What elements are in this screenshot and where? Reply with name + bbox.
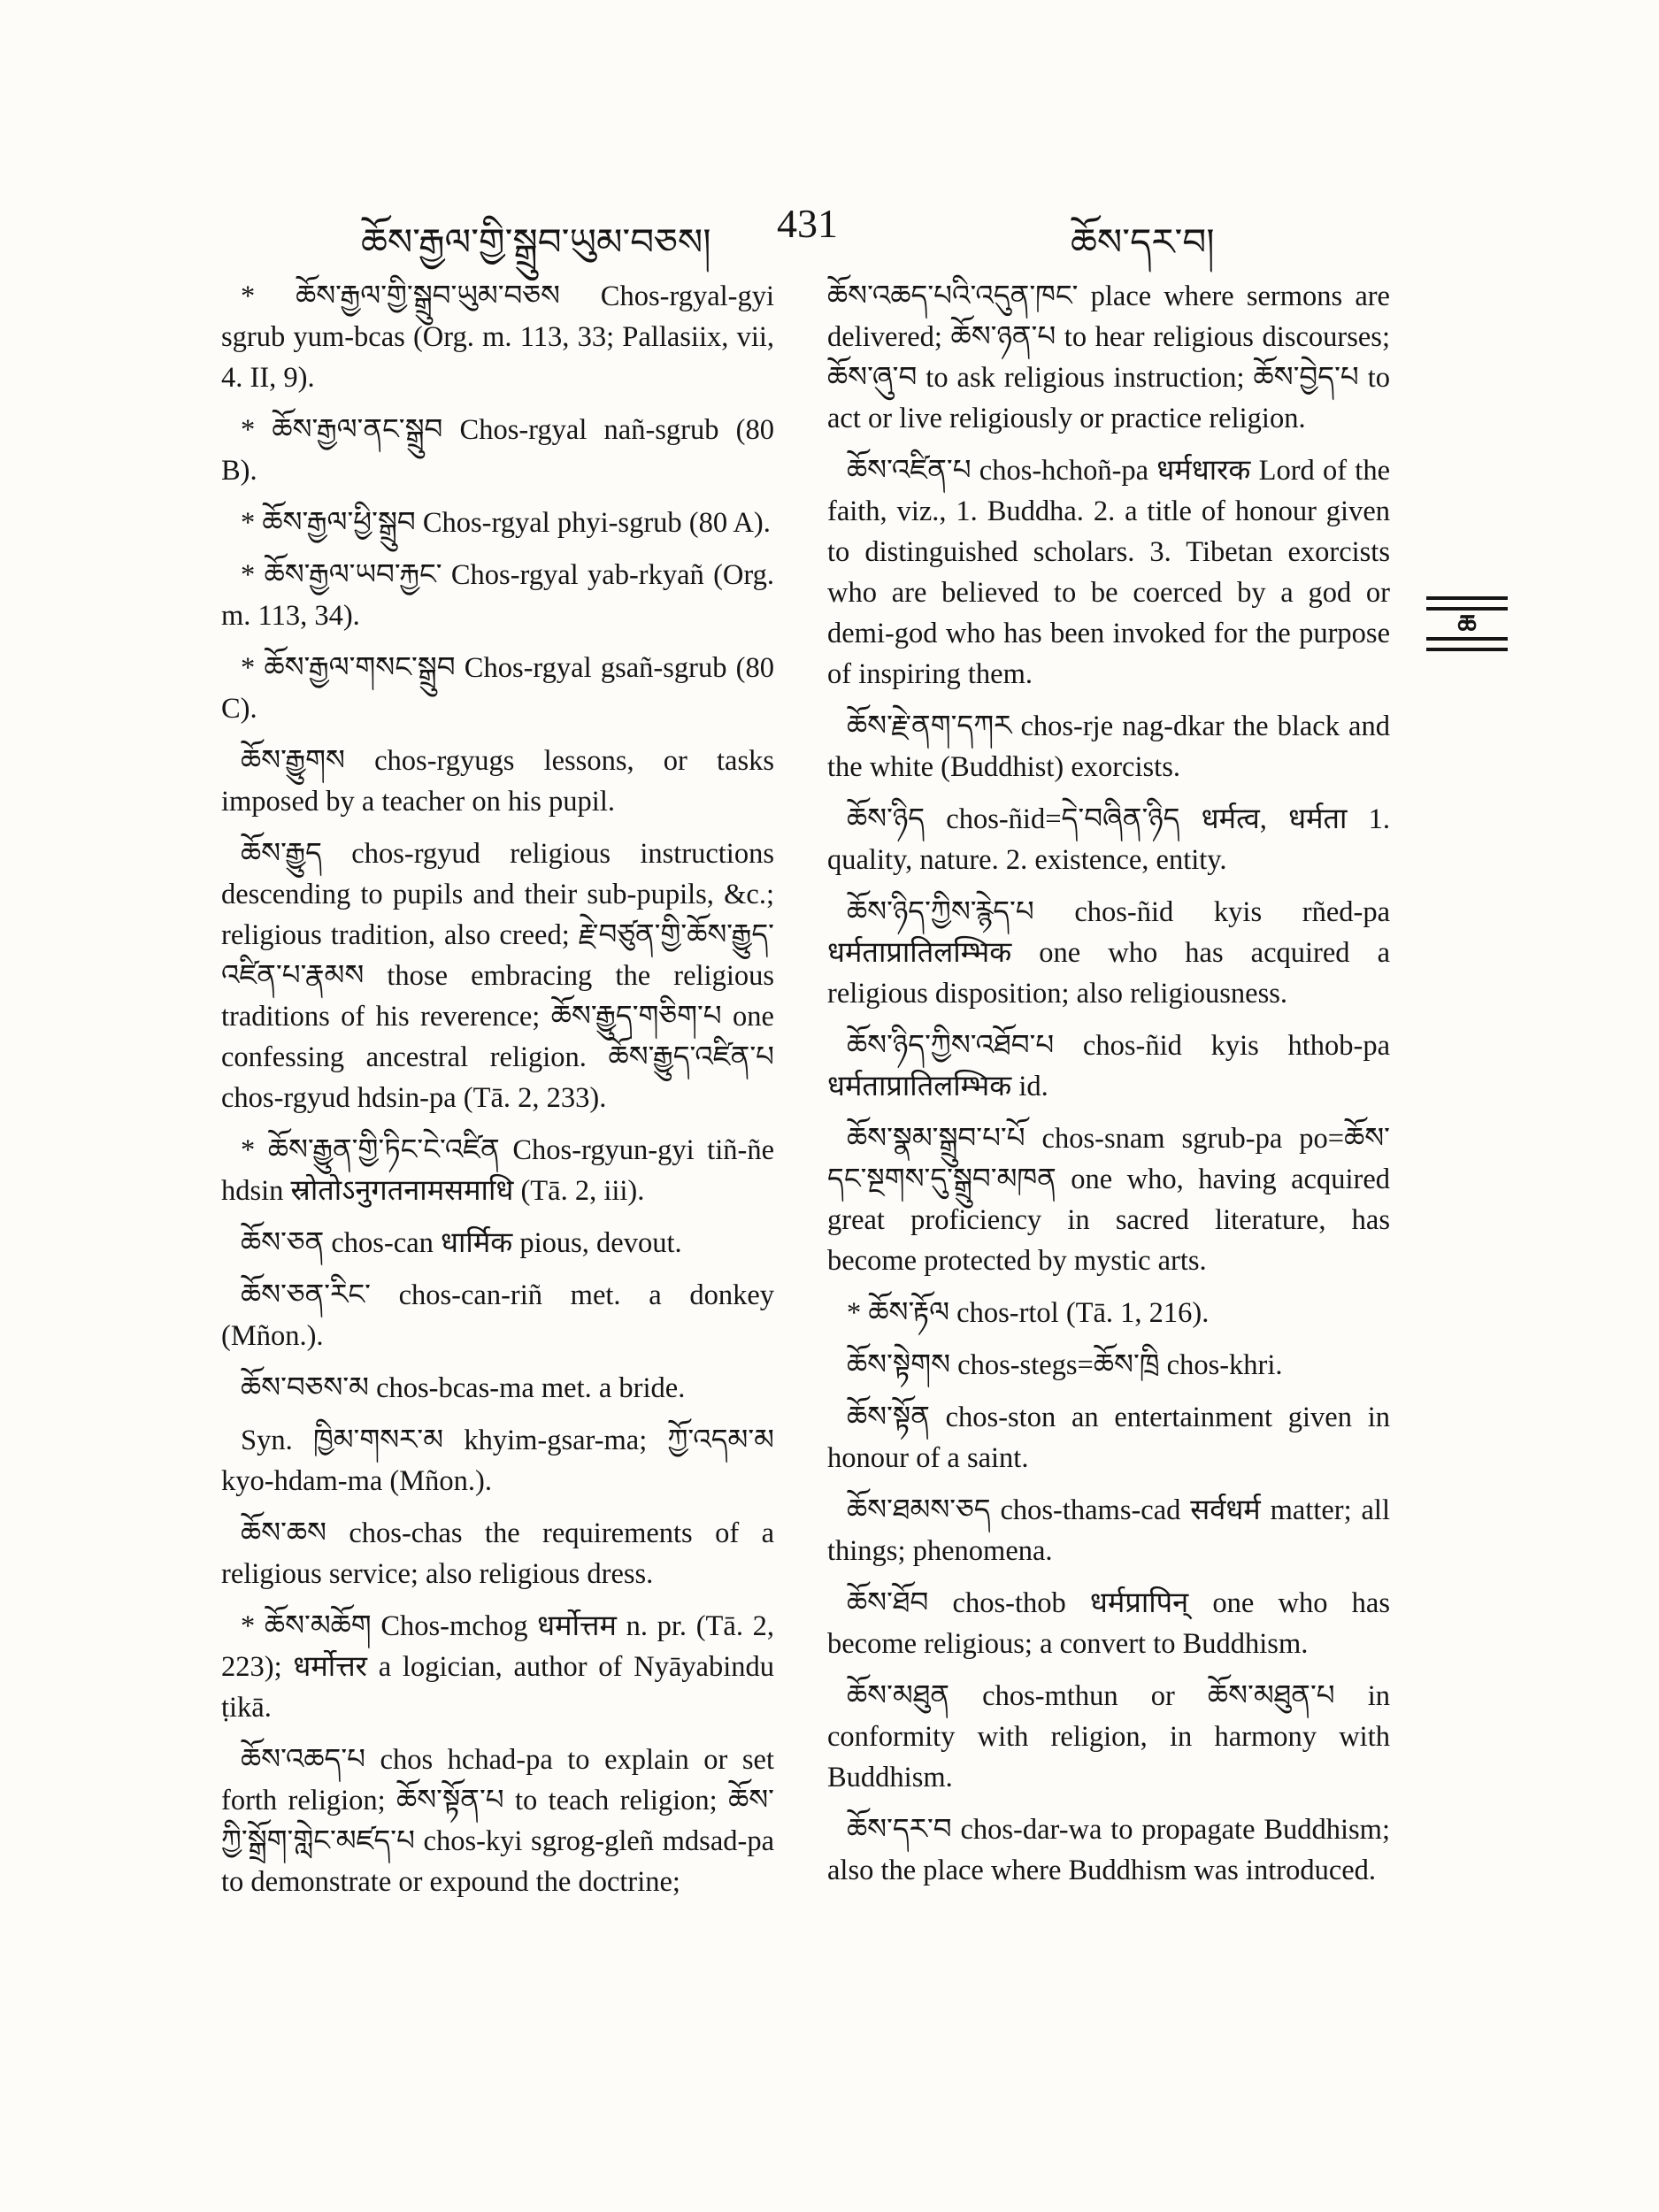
entry-chos-hchad-pa: ཆོས་འཆད་པ chos hchad-pa to explain or set forth religion; ཆོས་སྟོན་པ to teach religion; ཆོས་ཀྱི་སྒྲོག་གླེང་མཛད་པ chos-kyi sgrog-gleñ mdsad-pa to demonstrate or expound the doctrine; xyxy=(221,1744,774,1898)
entry-chos-snam-sgrub-pa-po: ཆོས་སྣམ་སྒྲུབ་པ་པོ chos-snam sgrub-pa po=ཆོས་དང་སྔགས་དུ་སྒྲུབ་མཁན one who, having acquired great proficiency in sacred literature, has become protected by mystic arts. xyxy=(827,1123,1390,1277)
entry-chos-nid-kyis-hthob-pa: ཆོས་ཉིད་ཀྱིས་འཐོབ་པ chos-ñid kyis hthob-pa धर्मताप्रातिलम्भिक id. xyxy=(827,1030,1390,1102)
thumb-index-icon xyxy=(1426,593,1508,655)
entry-continuation: ཆོས་འཆད་པའི་འདུན་ཁང་ place where sermons are delivered; ཆོས་ཉན་པ to hear religious discourses; ཆོས་ཞུ་བ to ask religious instruction; ཆོས་བྱེད་པ to act or live religiously or practice religion. xyxy=(827,280,1390,434)
header-right-title: ཆོས་དར་བ། xyxy=(1071,223,1215,264)
entry-chos-nid: ཆོས་ཉིད chos-ñid=དེ་བཞིན་ཉིད धर्मत्व, धर्मता 1. quality, nature. 2. existence, entity. xyxy=(827,803,1390,876)
entry-chos-mthun: ཆོས་མཐུན chos-mthun or ཆོས་མཐུན་པ in conformity with religion, in harmony with Buddhism. xyxy=(827,1680,1390,1793)
entry-chos-can-rin: ཆོས་ཅན་རིང་ chos-can-riñ met. a donkey (Mñon.). xyxy=(221,1279,774,1352)
entry-chos-rgyugs: ཆོས་རྒྱུགས chos-rgyugs lessons, or tasks imposed by a teacher on his pupil. xyxy=(221,745,774,818)
entry-chos-rgyal-yab-rkyan: * ཆོས་རྒྱལ་ཡབ་རྐྱང་ Chos-rgyal yab-rkyañ (Org. m. 113, 34). xyxy=(221,559,774,632)
entry-chos-rgyun-gyi-tin-ne-hdsin: * ཆོས་རྒྱུན་གྱི་ཏིང་ངེ་འཛིན Chos-rgyun-gyi tiñ-ñe hdsin स्रोतोऽनुगतनामसमाधि (Tā. 2, iii). xyxy=(221,1134,774,1207)
entry-chos-bcas-ma: ཆོས་བཅས་མ chos-bcas-ma met. a bride. xyxy=(241,1372,686,1404)
entry-chos-mchog: * ཆོས་མཆོག Chos-mchog धर्मोत्तम n. pr. (Tā. 2, 223); धर्मोत्तर a logician, author of Nyāyabindu ṭikā. xyxy=(221,1610,774,1724)
entry-chos-rgyal-gsan-sgrub: * ཆོས་རྒྱལ་གསང་སྒྲུབ Chos-rgyal gsañ-sgrub (80 C). xyxy=(221,652,774,725)
entry-chos-ston: ཆོས་སྟོན chos-ston an entertainment given in honour of a saint. xyxy=(827,1402,1390,1474)
entry-chos-rgyal-gyi-sgrub-yum-bcas: * ཆོས་རྒྱལ་གྱི་སྒྲུབ་ཡུམ་བཅས Chos-rgyal-gyi sgrub yum-bcas (Org. m. 113, 33; Pallasiix, vii, 4. II, 9). xyxy=(221,280,774,394)
entry-chos-nid-kyis-rned-pa: ཆོས་ཉིད་ཀྱིས་རྙེད་པ chos-ñid kyis rñed-pa धर्मताप्रातिलम्भिक one who has acquired a religious disposition; also religiousness. xyxy=(827,896,1390,1010)
entry-chos-chas: ཆོས་ཆས chos-chas the requirements of a religious service; also religious dress. xyxy=(221,1517,774,1590)
entry-chos-can: ཆོས་ཅན chos-can धार्मिक pious, devout. xyxy=(241,1227,682,1259)
thumb-index-tab xyxy=(1426,593,1508,655)
entry-chos-rtol: * ཆོས་རྟོལ chos-rtol (Tā. 1, 216). xyxy=(847,1297,1210,1329)
header-left-title: ཆོས་རྒྱལ་གྱི་སྒྲུབ་ཡུམ་བཅས། xyxy=(361,223,711,264)
entry-chos-thob: ཆོས་ཐོབ chos-thob धर्मप्रापिन् one who has become religious; a convert to Buddhism. xyxy=(827,1587,1390,1660)
entry-chos-stegs: ཆོས་སྟེགས chos-stegs=ཆོས་ཁྲི chos-khri. xyxy=(847,1349,1283,1381)
running-header xyxy=(221,200,1398,262)
entry-chos-rgyud: ཆོས་རྒྱུད chos-rgyud religious instructions descending to pupils and their sub-pupils, &c.; religious tradition, also creed; རྗེ་བཙུན་གྱི་ཆོས་རྒྱུད་འཛིན་པ་རྣམས those embracing the religious traditions of his reverence; ཆོས་རྒྱུད་གཅིག་པ one confessing ancestral religion. ཆོས་རྒྱུད་འཛིན་པ chos-rgyud hdsin-pa (Tā. 2, 233). xyxy=(221,838,774,1114)
thumb-glyph: ཆ xyxy=(1457,610,1477,641)
entry-chos-dar-wa: ཆོས་དར་བ chos-dar-wa to propagate Buddhism; also the place where Buddhism was introduced. xyxy=(827,1814,1390,1886)
left-column xyxy=(221,276,774,1914)
entry-chos-thams-cad: ཆོས་ཐམས་ཅད chos-thams-cad सर्वधर्म matter; all things; phenomena. xyxy=(827,1494,1390,1567)
page-number: 431 xyxy=(777,201,838,246)
right-column xyxy=(827,276,1390,1902)
entry-chos-hchon-pa: ཆོས་འཛིན་པ chos-hchoñ-pa धर्मधारक Lord of the faith, viz., 1. Buddha. 2. a title of honour given to distinguished scholars. 3. Tibetan exorcists who are believed to be coerced by a god or demi-god who has been invoked for the purpose of inspiring them. xyxy=(827,455,1390,690)
entry-chos-rgyal-phyi-sgrub: * ཆོས་རྒྱལ་ཕྱི་སྒྲུབ Chos-rgyal phyi-sgrub (80 A). xyxy=(241,507,771,539)
entry-chos-rgyal-nan-sgrub: * ཆོས་རྒྱལ་ནང་སྒྲུབ Chos-rgyal nañ-sgrub (80 B). xyxy=(221,414,774,487)
entry-synonyms: Syn. ཁྱིམ་གསར་མ khyim-gsar-ma; ཀྱོ་འདམ་མ kyo-hdam-ma (Mñon.). xyxy=(221,1425,774,1497)
entry-chos-rje-nag-dkar: ཆོས་རྗེ་ནག་དཀར chos-rje nag-dkar the black and the white (Buddhist) exorcists. xyxy=(827,710,1390,783)
